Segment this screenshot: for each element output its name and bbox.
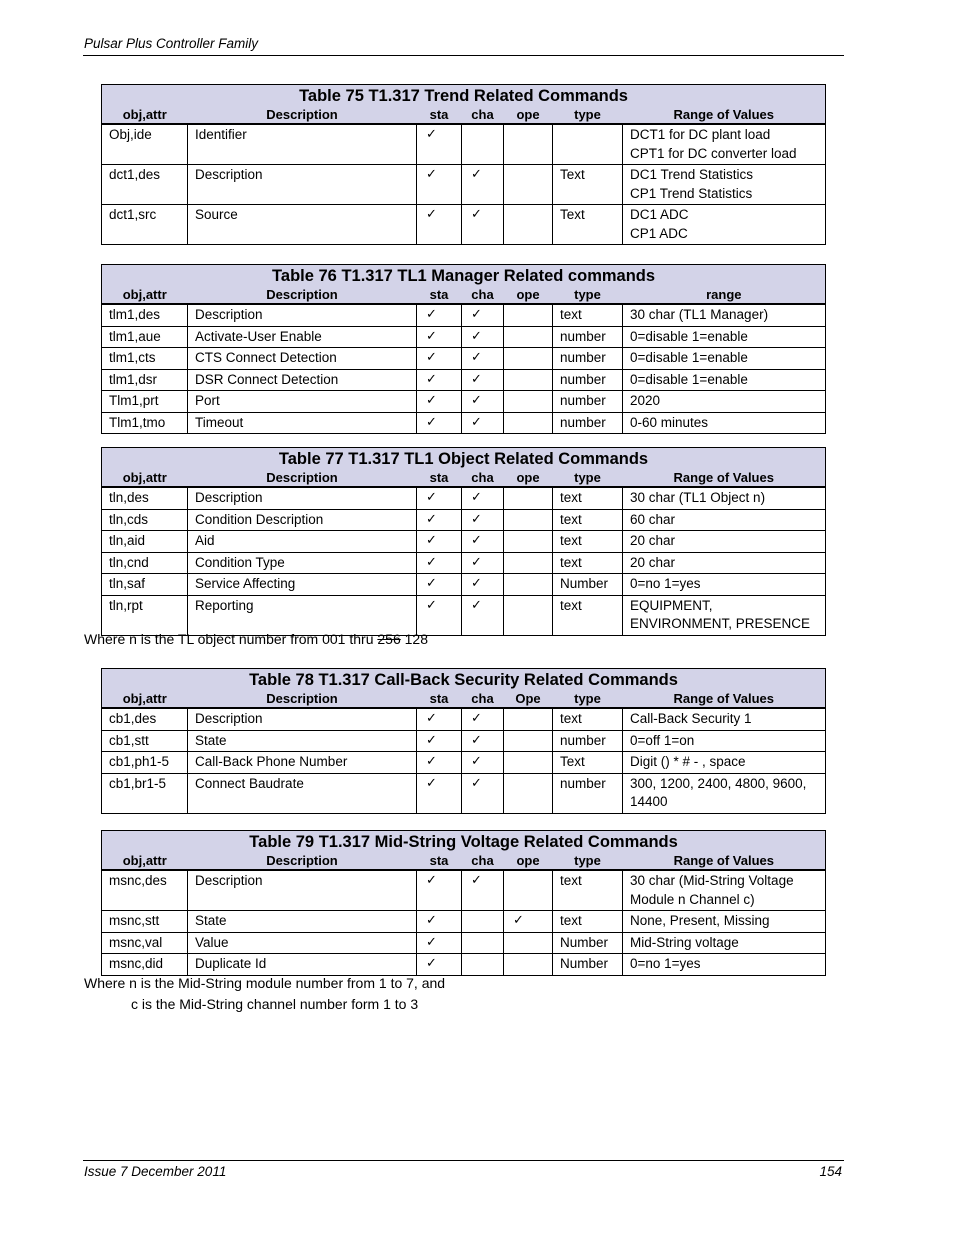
cell-range	[623, 870, 826, 911]
column-header-range: Range of Values	[623, 106, 826, 124]
range-line: ENVIRONMENT, PRESENCE	[630, 616, 811, 631]
column-header-ope: Ope	[504, 690, 553, 708]
footer-rule	[83, 1160, 844, 1161]
column-header-obj-attr: obj,attr	[102, 106, 188, 124]
cell-range	[623, 954, 826, 976]
range-line: 20 char	[630, 533, 676, 548]
cell-range	[623, 574, 826, 596]
column-header-type: type	[553, 690, 623, 708]
column-header-ope: ope	[504, 106, 553, 124]
cell-type: text	[553, 870, 623, 911]
cell-type: number	[553, 773, 623, 813]
table-caption: Table 76 T1.317 TL1 Manager Related commands	[102, 265, 826, 287]
check-mark-icon: ✓	[462, 369, 504, 391]
check-mark-icon: ✓	[462, 595, 504, 635]
column-header-obj-attr: obj,attr	[102, 469, 188, 487]
cell-ope	[504, 326, 553, 348]
column-header-sta: sta	[417, 852, 462, 870]
cell-cha	[462, 124, 504, 165]
cell-obj: cb1,stt	[102, 730, 188, 752]
column-header-type: type	[553, 106, 623, 124]
range-line: 300, 1200, 2400, 4800, 9600,	[630, 775, 807, 791]
range-line: DC1 Trend Statistics	[630, 167, 754, 182]
cell-obj: msnc,des	[102, 870, 188, 911]
cell-desc: Activate-User Enable	[188, 326, 417, 348]
cell-type: text	[553, 509, 623, 531]
check-mark-icon: ✓	[417, 412, 462, 434]
cell-type: number	[553, 391, 623, 413]
range-line: 0=off 1=on	[630, 732, 695, 748]
mid-string-note-line1: Where n is the Mid-String module number from 1 to 7, and	[84, 975, 446, 991]
cell-ope	[504, 165, 553, 205]
cell-range	[623, 124, 826, 165]
cell-ope	[504, 552, 553, 574]
check-mark-icon: ✓	[462, 870, 504, 911]
cell-obj: tlm1,dsr	[102, 369, 188, 391]
column-header-obj-attr: obj,attr	[102, 690, 188, 708]
cell-desc: Condition Type	[188, 552, 417, 574]
table-row	[102, 531, 826, 553]
cell-ope	[504, 487, 553, 509]
check-mark-icon: ✓	[417, 304, 462, 326]
cell-obj: dct1,src	[102, 205, 188, 245]
check-mark-icon: ✓	[462, 391, 504, 413]
header-rule	[83, 55, 844, 56]
check-mark-icon: ✓	[417, 124, 462, 165]
cell-range	[623, 369, 826, 391]
table-caption: Table 77 T1.317 TL1 Object Related Commands	[102, 448, 826, 470]
cell-type: Text	[553, 165, 623, 205]
cell-ope	[504, 870, 553, 911]
cell-type: Text	[553, 205, 623, 245]
table-79-mid-string-voltage-commands	[101, 830, 826, 976]
footer-issue: Issue 7 December 2011	[84, 1164, 227, 1179]
cell-obj: tln,rpt	[102, 595, 188, 635]
footer-page-number: 154	[819, 1164, 842, 1179]
cell-range	[623, 773, 826, 813]
cell-ope	[504, 574, 553, 596]
table-76-tl1-manager-commands	[101, 264, 826, 434]
column-header-obj-attr: obj,attr	[102, 286, 188, 304]
check-mark-icon: ✓	[462, 730, 504, 752]
table-row	[102, 708, 826, 730]
column-header-cha: cha	[462, 286, 504, 304]
cell-range	[623, 932, 826, 954]
column-header-sta: sta	[417, 469, 462, 487]
cell-type: text	[553, 304, 623, 326]
cell-desc: Port	[188, 391, 417, 413]
cell-type: text	[553, 708, 623, 730]
range-line: CP1 Trend Statistics	[630, 185, 753, 201]
column-header-description: Description	[188, 286, 417, 304]
cell-obj: cb1,br1-5	[102, 773, 188, 813]
cell-desc: State	[188, 911, 417, 933]
cell-ope	[504, 124, 553, 165]
check-mark-icon: ✓	[462, 552, 504, 574]
range-line: Module n Channel c)	[630, 891, 755, 907]
cell-range	[623, 348, 826, 370]
cell-ope	[504, 391, 553, 413]
check-mark-icon: ✓	[417, 574, 462, 596]
cell-ope	[504, 369, 553, 391]
check-mark-icon: ✓	[417, 165, 462, 205]
cell-cha	[462, 911, 504, 933]
table-row	[102, 304, 826, 326]
column-header-cha: cha	[462, 852, 504, 870]
cell-obj: tlm1,des	[102, 304, 188, 326]
cell-obj: tln,cnd	[102, 552, 188, 574]
cell-type: text	[553, 487, 623, 509]
cell-desc: State	[188, 730, 417, 752]
range-line: DC1 ADC	[630, 207, 689, 222]
cell-type: number	[553, 369, 623, 391]
cell-range	[623, 595, 826, 635]
cell-desc: Description	[188, 870, 417, 911]
table-row	[102, 509, 826, 531]
range-line: 20 char	[630, 554, 676, 570]
range-line: 0=no 1=yes	[630, 956, 701, 971]
cell-ope	[504, 708, 553, 730]
range-line: CPT1 for DC converter load	[630, 145, 797, 161]
cell-range	[623, 326, 826, 348]
cell-ope	[504, 752, 553, 774]
running-header-title: Pulsar Plus Controller Family	[84, 36, 259, 51]
cell-cha	[462, 954, 504, 976]
check-mark-icon: ✓	[462, 205, 504, 245]
table-row	[102, 552, 826, 574]
cell-range	[623, 911, 826, 933]
cell-desc: Value	[188, 932, 417, 954]
check-mark-icon: ✓	[417, 552, 462, 574]
table-row	[102, 932, 826, 954]
cell-range	[623, 730, 826, 752]
cell-desc: Source	[188, 205, 417, 245]
cell-ope	[504, 595, 553, 635]
cell-desc: Condition Description	[188, 509, 417, 531]
cell-obj: tlm1,aue	[102, 326, 188, 348]
cell-obj: Obj,ide	[102, 124, 188, 165]
cell-obj: tlm1,cts	[102, 348, 188, 370]
table-row	[102, 954, 826, 976]
table-row	[102, 326, 826, 348]
check-mark-icon: ✓	[462, 348, 504, 370]
column-header-cha: cha	[462, 106, 504, 124]
range-line: 0=disable 1=enable	[630, 328, 748, 344]
check-mark-icon: ✓	[417, 954, 462, 976]
check-mark-icon: ✓	[417, 487, 462, 509]
cell-obj: Tlm1,prt	[102, 391, 188, 413]
cell-desc: Description	[188, 708, 417, 730]
check-mark-icon: ✓	[462, 773, 504, 813]
column-header-cha: cha	[462, 690, 504, 708]
column-header-sta: sta	[417, 106, 462, 124]
cell-range	[623, 509, 826, 531]
column-header-description: Description	[188, 106, 417, 124]
tl-object-note	[84, 629, 428, 650]
range-line: 60 char	[630, 511, 676, 527]
table-row	[102, 165, 826, 205]
cell-type: number	[553, 348, 623, 370]
cell-desc: Timeout	[188, 412, 417, 434]
check-mark-icon: ✓	[417, 531, 462, 553]
cell-obj: cb1,ph1-5	[102, 752, 188, 774]
cell-range	[623, 552, 826, 574]
table-caption: Table 78 T1.317 Call-Back Security Related Commands	[102, 669, 826, 691]
cell-range	[623, 531, 826, 553]
cell-obj: dct1,des	[102, 165, 188, 205]
column-header-type: type	[553, 286, 623, 304]
table-row	[102, 911, 826, 933]
cell-obj: tln,des	[102, 487, 188, 509]
column-header-range: Range of Values	[623, 469, 826, 487]
column-header-cha: cha	[462, 469, 504, 487]
cell-type: text	[553, 531, 623, 553]
column-header-range: range	[623, 286, 826, 304]
cell-type: text	[553, 552, 623, 574]
check-mark-icon: ✓	[462, 487, 504, 509]
table-row	[102, 752, 826, 774]
cell-type: number	[553, 412, 623, 434]
check-mark-icon: ✓	[462, 165, 504, 205]
cell-type: Text	[553, 752, 623, 774]
table-row	[102, 730, 826, 752]
cell-type: Number	[553, 954, 623, 976]
check-mark-icon: ✓	[417, 509, 462, 531]
cell-type: number	[553, 326, 623, 348]
check-mark-icon: ✓	[417, 708, 462, 730]
column-header-range: Range of Values	[623, 852, 826, 870]
cell-obj: msnc,did	[102, 954, 188, 976]
table-row	[102, 391, 826, 413]
cell-range	[623, 708, 826, 730]
check-mark-icon: ✓	[417, 391, 462, 413]
range-line: 30 char (Mid-String Voltage	[630, 873, 794, 888]
column-header-range: Range of Values	[623, 690, 826, 708]
check-mark-icon: ✓	[417, 911, 462, 933]
cell-obj: tln,saf	[102, 574, 188, 596]
check-mark-icon: ✓	[417, 326, 462, 348]
cell-desc: Description	[188, 487, 417, 509]
range-line: 0=disable 1=enable	[630, 371, 748, 387]
range-line: 0=disable 1=enable	[630, 350, 748, 365]
cell-range	[623, 304, 826, 326]
cell-obj: cb1,des	[102, 708, 188, 730]
range-line: 14400	[630, 794, 668, 809]
cell-ope	[504, 954, 553, 976]
table-row	[102, 205, 826, 245]
range-line: 0=no 1=yes	[630, 576, 701, 591]
cell-range	[623, 205, 826, 245]
cell-desc: Identifier	[188, 124, 417, 165]
tl-note-suffix: 128	[400, 631, 428, 647]
cell-ope	[504, 412, 553, 434]
cell-desc: Aid	[188, 531, 417, 553]
check-mark-icon: ✓	[417, 752, 462, 774]
table-row	[102, 412, 826, 434]
table-row	[102, 348, 826, 370]
check-mark-icon: ✓	[417, 348, 462, 370]
cell-obj: msnc,stt	[102, 911, 188, 933]
range-line: CP1 ADC	[630, 225, 688, 241]
table-77-tl1-object-commands	[101, 447, 826, 636]
table-row	[102, 574, 826, 596]
column-header-ope: ope	[504, 852, 553, 870]
column-header-description: Description	[188, 469, 417, 487]
cell-ope	[504, 205, 553, 245]
tl-note-struck: 256	[377, 631, 401, 647]
table-row	[102, 870, 826, 911]
column-header-ope: ope	[504, 469, 553, 487]
table-caption: Table 75 T1.317 Trend Related Commands	[102, 85, 826, 107]
range-line: DCT1 for DC plant load	[630, 127, 771, 142]
range-line: 2020	[630, 393, 661, 408]
column-header-type: type	[553, 852, 623, 870]
column-header-sta: sta	[417, 286, 462, 304]
table-78-call-back-security-commands	[101, 668, 826, 814]
range-line: 30 char (TL1 Manager)	[630, 307, 769, 322]
cell-desc: Connect Baudrate	[188, 773, 417, 813]
table-row	[102, 773, 826, 813]
cell-desc: Reporting	[188, 595, 417, 635]
check-mark-icon: ✓	[462, 531, 504, 553]
cell-type: text	[553, 911, 623, 933]
cell-ope	[504, 304, 553, 326]
cell-cha	[462, 932, 504, 954]
cell-desc: Duplicate Id	[188, 954, 417, 976]
cell-desc: Service Affecting	[188, 574, 417, 596]
range-line: EQUIPMENT,	[630, 597, 713, 613]
check-mark-icon: ✓	[462, 326, 504, 348]
cell-ope	[504, 348, 553, 370]
cell-range	[623, 391, 826, 413]
table-row	[102, 487, 826, 509]
cell-desc: CTS Connect Detection	[188, 348, 417, 370]
range-line: Call-Back Security 1	[630, 711, 752, 726]
check-mark-icon: ✓	[462, 304, 504, 326]
cell-range	[623, 487, 826, 509]
cell-type: number	[553, 730, 623, 752]
tl-note-prefix: Where n is the TL object number from 001 thru	[84, 631, 378, 647]
check-mark-icon: ✓	[462, 509, 504, 531]
check-mark-icon: ✓	[417, 870, 462, 911]
cell-obj: Tlm1,tmo	[102, 412, 188, 434]
mid-string-note	[84, 973, 445, 1015]
cell-type: Number	[553, 932, 623, 954]
check-mark-icon: ✓	[504, 911, 553, 933]
cell-range	[623, 752, 826, 774]
table-row	[102, 124, 826, 165]
column-header-description: Description	[188, 690, 417, 708]
column-header-description: Description	[188, 852, 417, 870]
check-mark-icon: ✓	[462, 412, 504, 434]
table-75-trend-commands	[101, 84, 826, 245]
cell-desc: Description	[188, 304, 417, 326]
cell-range	[623, 165, 826, 205]
cell-type: text	[553, 595, 623, 635]
cell-desc: DSR Connect Detection	[188, 369, 417, 391]
check-mark-icon: ✓	[417, 932, 462, 954]
cell-ope	[504, 531, 553, 553]
cell-range	[623, 412, 826, 434]
cell-ope	[504, 773, 553, 813]
check-mark-icon: ✓	[462, 574, 504, 596]
cell-obj: tln,aid	[102, 531, 188, 553]
range-line: Digit () * # - , space	[630, 754, 746, 769]
table-caption: Table 79 T1.317 Mid-String Voltage Related Commands	[102, 831, 826, 853]
range-line: Mid-String voltage	[630, 934, 739, 950]
cell-type	[553, 124, 623, 165]
check-mark-icon: ✓	[417, 205, 462, 245]
cell-obj: tln,cds	[102, 509, 188, 531]
cell-type: Number	[553, 574, 623, 596]
cell-obj: msnc,val	[102, 932, 188, 954]
column-header-obj-attr: obj,attr	[102, 852, 188, 870]
range-line: 0-60 minutes	[630, 414, 709, 430]
check-mark-icon: ✓	[417, 595, 462, 635]
check-mark-icon: ✓	[417, 369, 462, 391]
range-line: 30 char (TL1 Object n)	[630, 490, 766, 505]
cell-desc: Call-Back Phone Number	[188, 752, 417, 774]
column-header-ope: ope	[504, 286, 553, 304]
cell-ope	[504, 932, 553, 954]
mid-string-note-line2: c is the Mid-String channel number form 1 to 3	[131, 996, 419, 1012]
check-mark-icon: ✓	[417, 730, 462, 752]
check-mark-icon: ✓	[462, 752, 504, 774]
check-mark-icon: ✓	[462, 708, 504, 730]
column-header-sta: sta	[417, 690, 462, 708]
range-line: None, Present, Missing	[630, 913, 770, 928]
column-header-type: type	[553, 469, 623, 487]
cell-ope	[504, 509, 553, 531]
cell-ope	[504, 730, 553, 752]
table-row	[102, 369, 826, 391]
cell-desc: Description	[188, 165, 417, 205]
check-mark-icon: ✓	[417, 773, 462, 813]
